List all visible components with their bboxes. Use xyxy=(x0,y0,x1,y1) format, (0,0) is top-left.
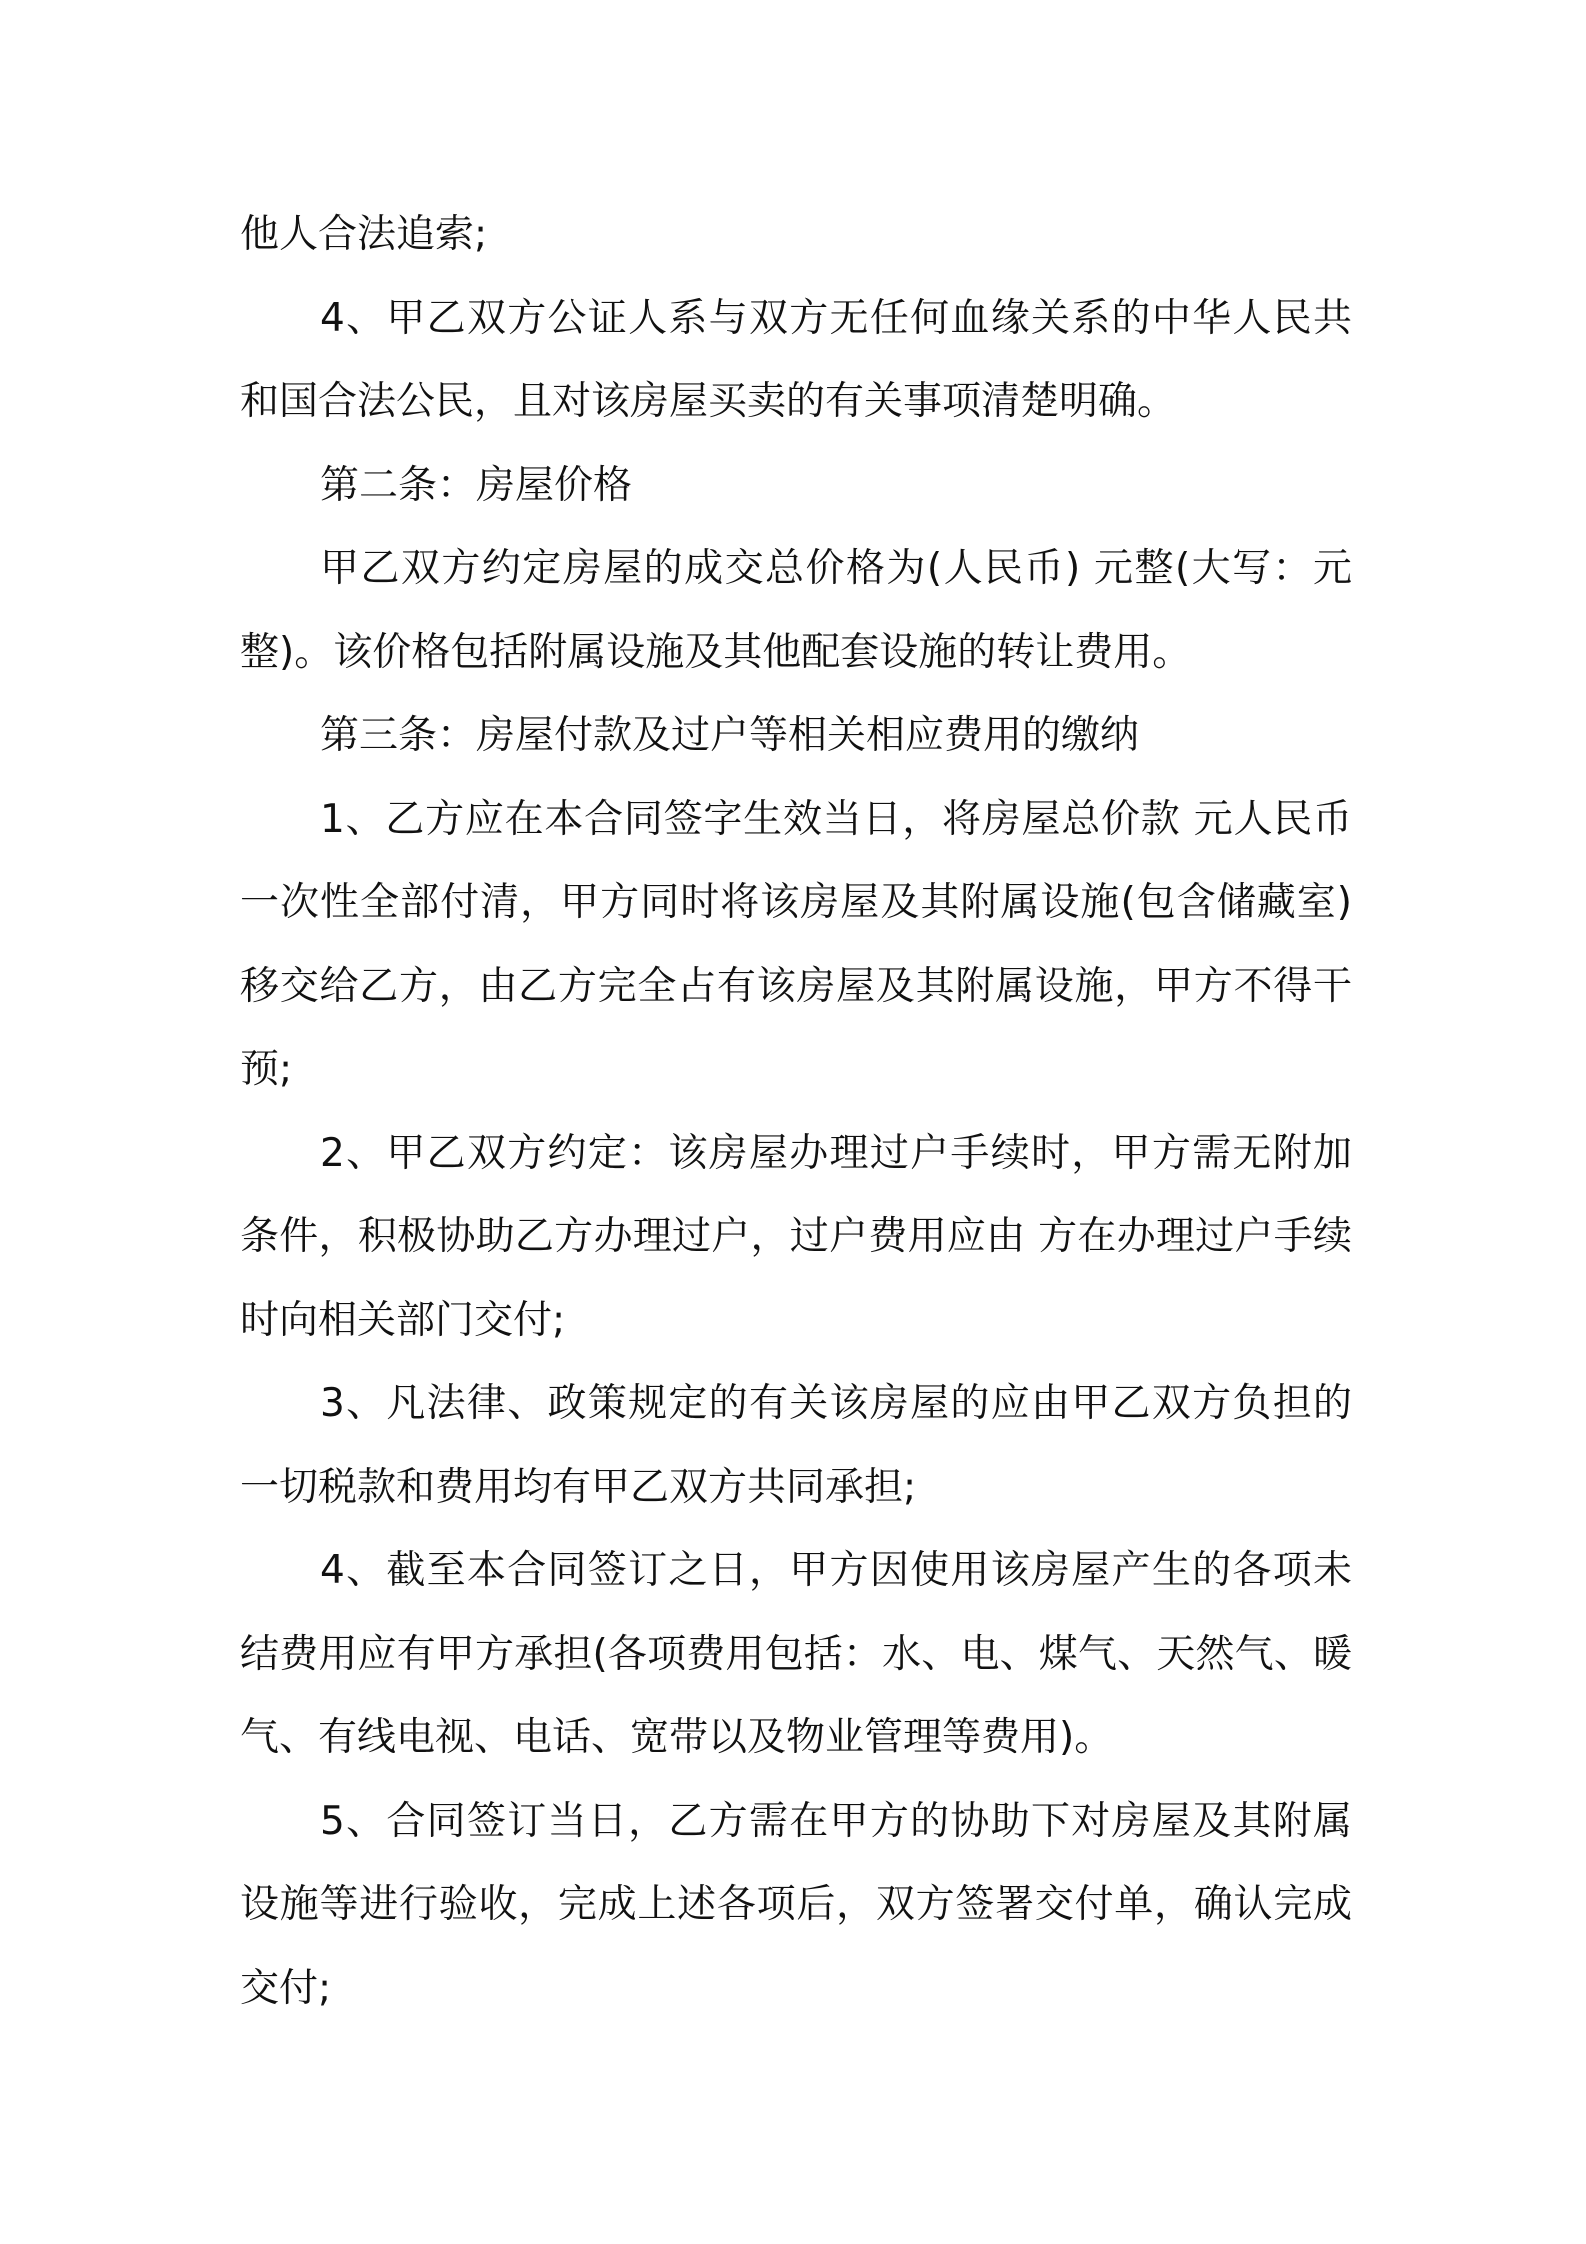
article-2-heading: 第二条：房屋价格 xyxy=(320,462,633,508)
article-3-item-4: 4、截至本合同签订之日，甲方因使用该房屋产生的各项未结费用应有甲方承担(各项费用包括：水、电、煤气、天然气、暖气、有线电视、电话、宽带以及物业管理等费用)。 xyxy=(240,1548,1352,1760)
article-3-item-2: 2、甲乙双方约定：该房屋办理过户手续时，甲方需无附加条件，积极协助乙方办理过户，过户费用应由 方在办理过户手续时向相关部门交付; xyxy=(240,1130,1352,1343)
article-3-heading: 第三条：房屋付款及过户等相关相应费用的缴纳 xyxy=(320,713,1140,758)
article-2-body: 甲乙双方约定房屋的成交总价格为(人民币) 元整(大写：元整)。该价格包括附属设施及其他配套设施的转让费用。 xyxy=(240,546,1352,675)
article-3-item-5: 5、合同签订当日，乙方需在甲方的协助下对房屋及其附属设施等进行验收，完成上述各项后，双方签署交付单，确认完成交付; xyxy=(240,1798,1352,2011)
paragraph-clause-1-item-4: 4、甲乙双方公证人系与双方无任何血缘关系的中华人民共和国合法公民，且对该房屋买卖的有关事项清楚明确。 xyxy=(240,295,1352,424)
paragraph-continuation: 他人合法追索; xyxy=(240,212,488,257)
article-3-item-3: 3、凡法律、政策规定的有关该房屋的应由甲乙双方负担的一切税款和费用均有甲乙双方共同承担; xyxy=(240,1381,1352,1510)
article-3-item-1: 1、乙方应在本合同签字生效当日，将房屋总价款 元人民币一次性全部付清，甲方同时将该房屋及其附属设施(包含储藏室)移交给乙方，由乙方完全占有该房屋及其附属设施，甲方不得干预; xyxy=(240,796,1352,1092)
document-body xyxy=(240,193,1352,2030)
